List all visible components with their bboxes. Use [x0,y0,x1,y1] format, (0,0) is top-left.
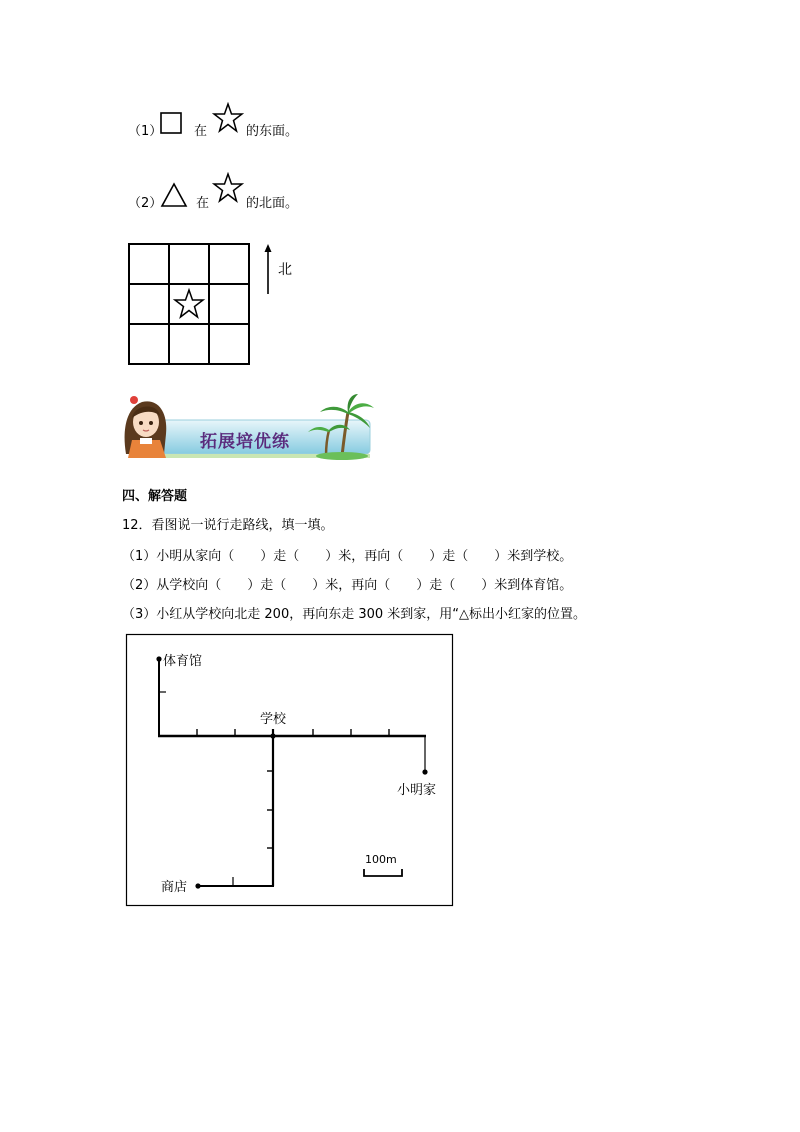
extension-banner [120,390,380,462]
q1-number: （1） [128,124,163,139]
stadium-label: 体育馆 [163,654,203,669]
problem-stem: 12．看图说一说行走路线，填一填。 [122,518,334,533]
problem-line-3: （3）小红从学校向北走 200，再向东走 300 米到家，用“△标出小红家的位置。 [122,607,587,622]
square-shape-icon [160,112,182,134]
q2-number: （2） [128,196,163,211]
route-map [125,633,455,908]
xiaoming-home-label: 小明家 [397,783,437,798]
star-shape-icon [212,102,244,134]
q2-tail-text: 的北面。 [246,196,299,211]
grid-center-star-icon [175,290,203,317]
section-title: 四、解答题 [122,489,188,504]
shop-label: 商店 [161,880,188,895]
problem-line-1: （1）小明从家向（ ）走（ ）米，再向（ ）走（ ）米到学校。 [122,549,573,564]
banner-title: 拓展培优练 [200,432,290,452]
problem-line-2: （2）从学校向（ ）走（ ）米，再向（ ）走（ ）米到体育馆。 [122,578,573,593]
position-grid [126,242,254,368]
school-label: 学校 [260,712,287,727]
q2-zai-text: 在 [196,196,210,211]
stadium-point [156,656,161,661]
xiaoming-home-point [422,769,427,774]
school-point [270,733,275,738]
triangle-shape-icon [160,182,188,208]
star-shape-icon [212,172,244,204]
girl-illustration-icon [125,396,167,458]
q1-zai-text: 在 [194,124,208,139]
shop-point [195,883,200,888]
north-label: 北 [278,262,292,278]
scale-label: 100m [365,853,397,866]
north-arrow-icon [260,244,276,296]
q1-tail-text: 的东面。 [246,124,299,139]
